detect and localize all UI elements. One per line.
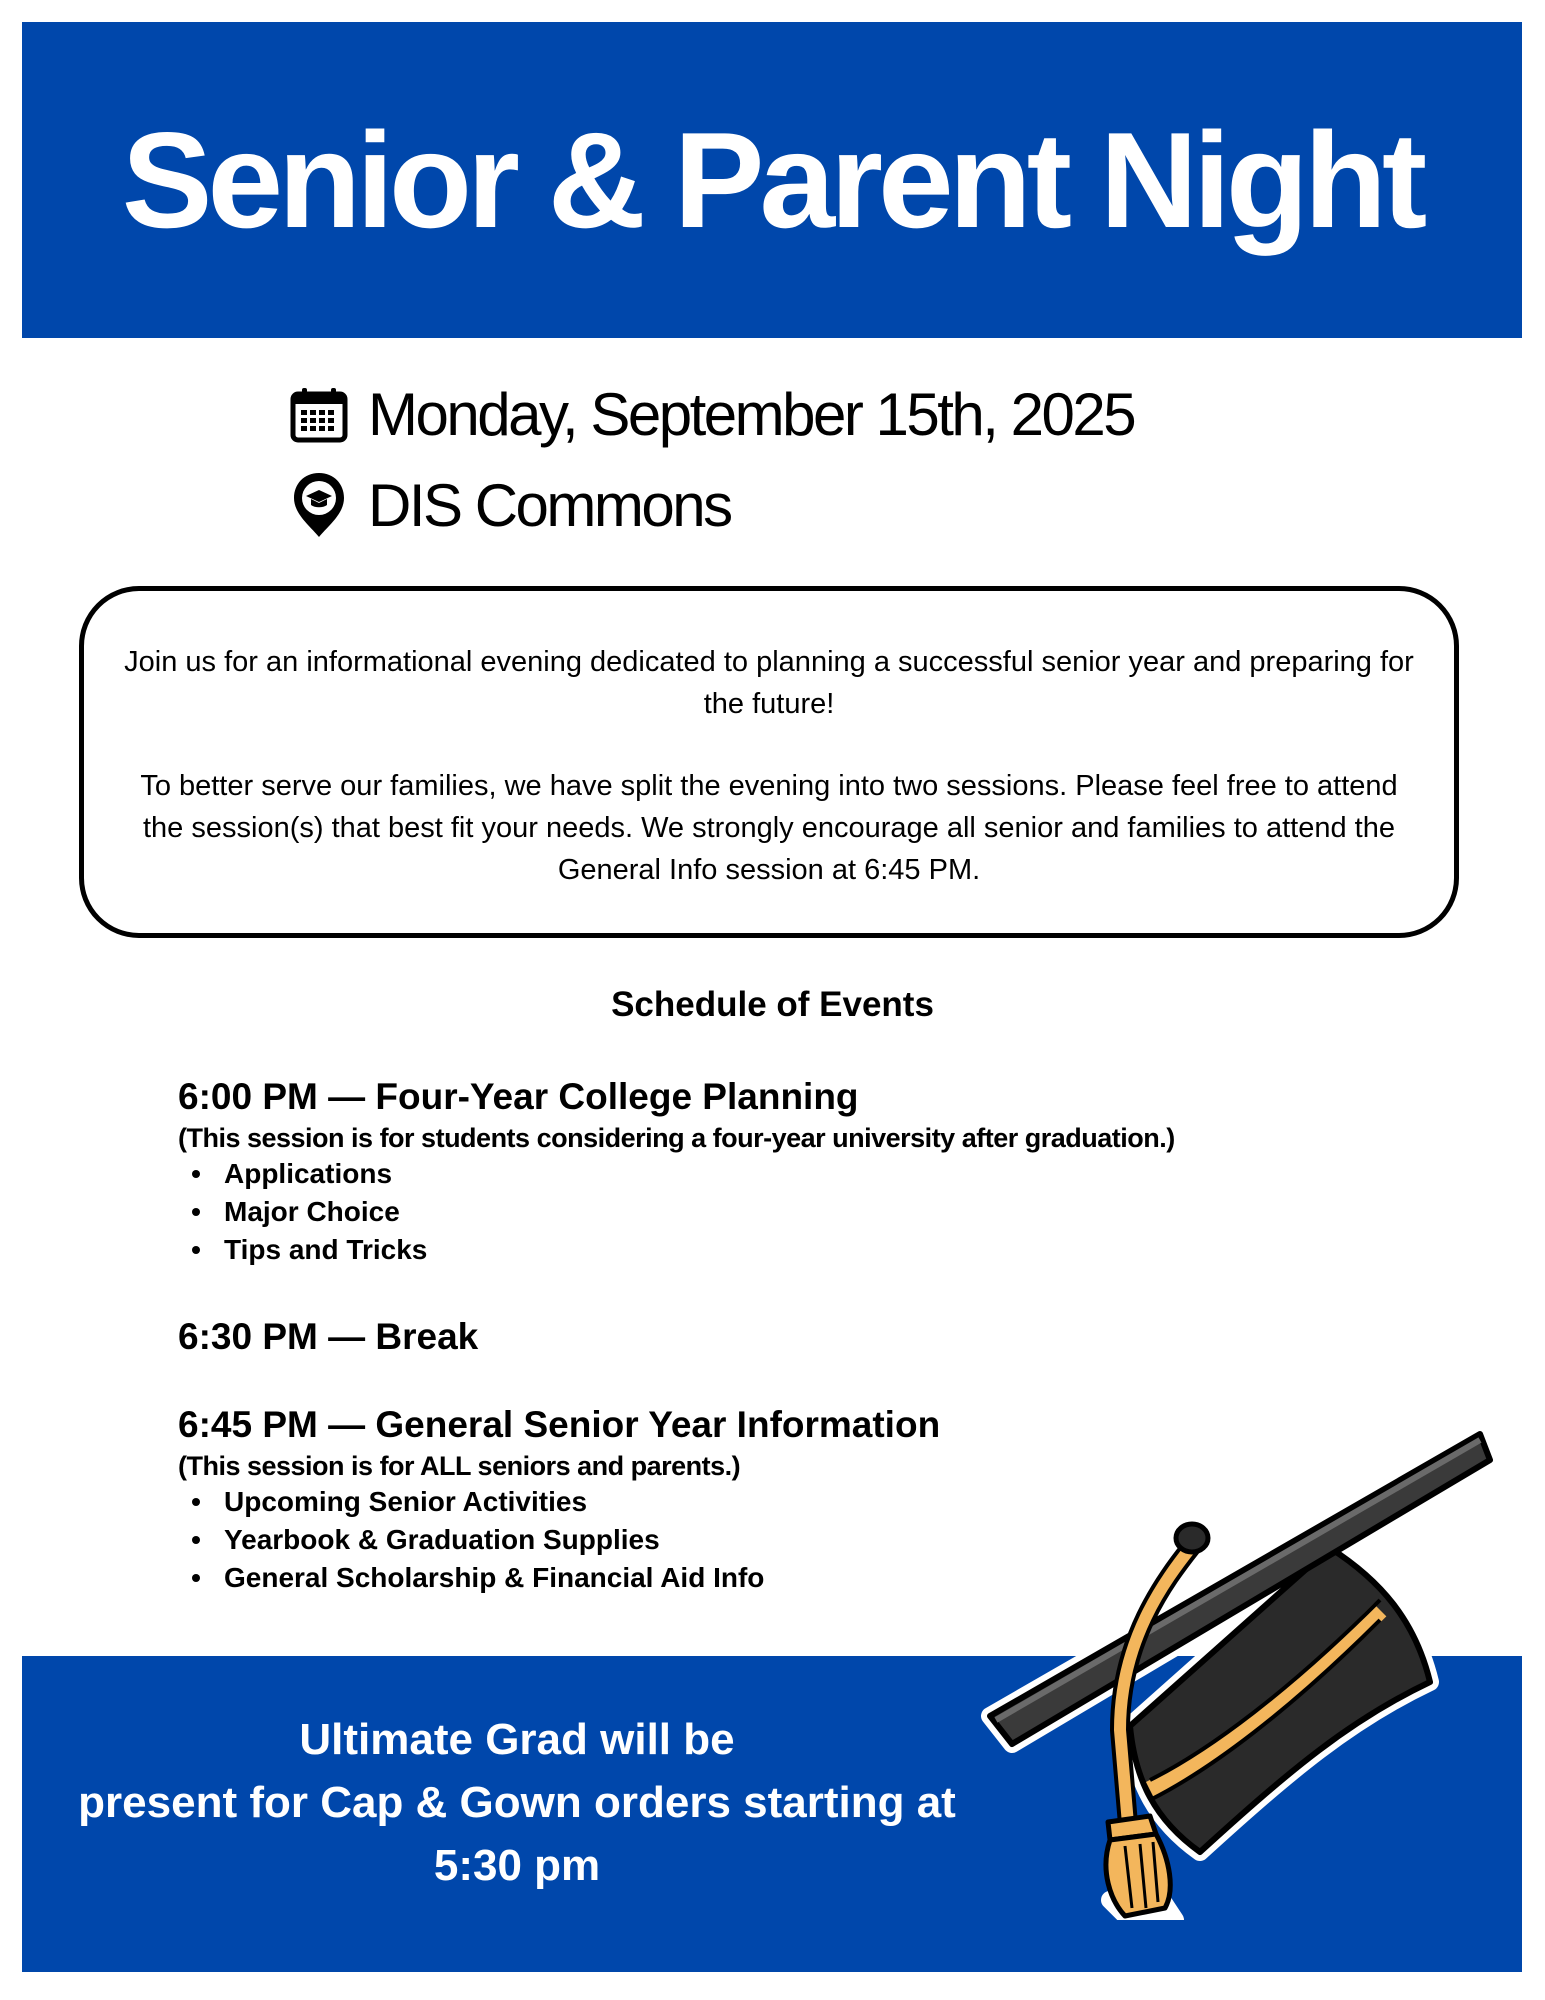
intro-paragraph-2: To better serve our families, we have split the evening into two sessions. Please feel free to attend the session(s) that best fit your needs. We strongly encourage all senior and families to attend the General Info session at 6:45 PM. <box>140 770 1398 886</box>
notice-line: 5:30 pm <box>433 1841 601 1890</box>
list-item: Applications <box>192 1155 1378 1193</box>
cap-gown-notice <box>32 1708 1002 1897</box>
event-location-row <box>290 470 731 540</box>
list-item: Yearbook & Graduation Supplies <box>192 1521 1378 1559</box>
list-item: General Scholarship & Financial Aid Info <box>192 1559 1378 1597</box>
event-location: DIS Commons <box>368 471 731 539</box>
list-item: Major Choice <box>192 1193 1378 1231</box>
session-college-planning <box>178 1073 1378 1269</box>
calendar-icon <box>290 386 348 444</box>
map-pin-graduation-icon <box>290 470 348 540</box>
session-note: (This session is for ALL seniors and parents.) <box>178 1451 741 1481</box>
event-date: Monday, September 15th, 2025 <box>368 381 1135 448</box>
schedule-title: Schedule of Events <box>611 985 934 1024</box>
header-banner <box>22 22 1522 338</box>
list-item: Tips and Tricks <box>192 1231 1378 1269</box>
intro-paragraph-1: Join us for an informational evening dedicated to planning a successful senior year and preparing for the future! <box>124 646 1414 720</box>
session-topics <box>178 1155 1378 1269</box>
notice-line: Ultimate Grad will be <box>299 1715 735 1764</box>
page-title: Senior & Parent Night <box>121 104 1423 256</box>
session-break <box>178 1313 1378 1361</box>
event-date-row <box>290 380 1134 449</box>
session-heading: 6:45 PM — General Senior Year Information <box>178 1404 941 1445</box>
session-note: (This session is for students considering a four-year university after graduation.) <box>178 1123 1175 1153</box>
list-item: Upcoming Senior Activities <box>192 1483 1378 1521</box>
graduation-cap-icon <box>960 1420 1500 1920</box>
notice-line: present for Cap & Gown orders starting at <box>78 1778 956 1827</box>
intro-box <box>79 586 1459 938</box>
session-heading: 6:00 PM — Four-Year College Planning <box>178 1076 859 1117</box>
session-heading: 6:30 PM — Break <box>178 1316 479 1357</box>
